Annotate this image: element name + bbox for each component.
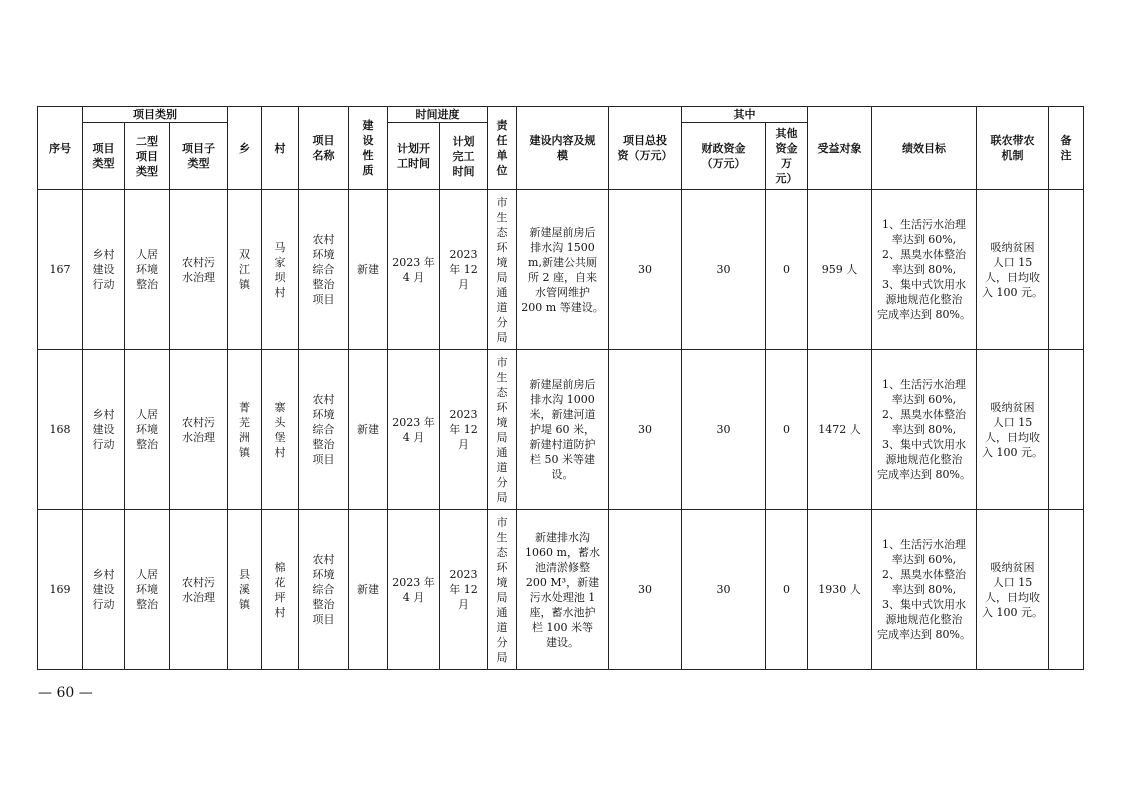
cell-mechanism: 吸纳贫困 人口 15 人，日均收 入 100 元。: [977, 350, 1049, 510]
cell-type2: 人居 环境 整治: [125, 190, 170, 350]
header-plan-end: 计划 完工 时间: [440, 123, 488, 190]
cell-invest: 30: [609, 190, 682, 350]
header-invest: 项目总投 资（万元）: [609, 107, 682, 190]
cell-nature: 新建: [349, 510, 388, 670]
cell-content: 新建屋前房后 排水沟 1500 m,新建公共厕 所 2 座，自来 水管网维护 200 m 等建设。: [517, 190, 609, 350]
cell-village: 马 家 坝 村: [262, 190, 299, 350]
header-township: 乡: [228, 107, 262, 190]
cell-seq: 168: [38, 350, 83, 510]
cell-invest: 30: [609, 510, 682, 670]
cell-start: 2023 年 4 月: [388, 510, 440, 670]
table-row: [38, 350, 1084, 510]
cell-mechanism: 吸纳贫困 人口 15 人，日均收 入 100 元。: [977, 190, 1049, 350]
table-row: [38, 510, 1084, 670]
header-goal: 绩效目标: [872, 107, 977, 190]
table-row: [38, 190, 1084, 350]
cell-end: 2023 年 12 月: [440, 350, 488, 510]
header-schedule: 时间进度: [388, 107, 488, 123]
header-among: 其中: [682, 107, 808, 123]
cell-township: 县 溪 镇: [228, 510, 262, 670]
page-number: — 60 —: [38, 685, 93, 701]
cell-fiscal: 30: [682, 510, 766, 670]
cell-beneficiary: 1930 人: [808, 510, 872, 670]
header-nature: 建 设 性 质: [349, 107, 388, 190]
cell-township: 双 江 镇: [228, 190, 262, 350]
header-content: 建设内容及规 模: [517, 107, 609, 190]
cell-note: [1049, 350, 1084, 510]
header-seq: 序号: [38, 107, 83, 190]
cell-other: 0: [766, 510, 808, 670]
cell-end: 2023 年 12 月: [440, 190, 488, 350]
cell-type: 乡村 建设 行动: [83, 190, 125, 350]
cell-type: 乡村 建设 行动: [83, 510, 125, 670]
cell-start: 2023 年 4 月: [388, 190, 440, 350]
cell-fiscal: 30: [682, 350, 766, 510]
cell-seq: 169: [38, 510, 83, 670]
cell-name: 农村 环境 综合 整治 项目: [299, 350, 349, 510]
cell-name: 农村 环境 综合 整治 项目: [299, 190, 349, 350]
header-village: 村: [262, 107, 299, 190]
header-subtype: 项目子 类型: [170, 123, 228, 190]
header-type: 项目 类型: [83, 123, 125, 190]
cell-responsible: 市 生 态 环 境 局 通 道 分 局: [488, 350, 517, 510]
cell-type2: 人居 环境 整治: [125, 350, 170, 510]
cell-end: 2023 年 12 月: [440, 510, 488, 670]
project-table: [37, 106, 1084, 670]
header-beneficiary: 受益对象: [808, 107, 872, 190]
header-note: 备 注: [1049, 107, 1084, 190]
cell-nature: 新建: [349, 190, 388, 350]
cell-village: 寨 头 堡 村: [262, 350, 299, 510]
cell-type: 乡村 建设 行动: [83, 350, 125, 510]
header-type2: 二型 项目 类型: [125, 123, 170, 190]
header-mechanism: 联农带农 机制: [977, 107, 1049, 190]
cell-type2: 人居 环境 整治: [125, 510, 170, 670]
cell-content: 新建屋前房后 排水沟 1000 米，新建河道 护堤 60 米， 新建村道防护 栏 50 米等建 设。: [517, 350, 609, 510]
cell-responsible: 市 生 态 环 境 局 通 道 分 局: [488, 510, 517, 670]
cell-beneficiary: 1472 人: [808, 350, 872, 510]
cell-name: 农村 环境 综合 整治 项目: [299, 510, 349, 670]
cell-note: [1049, 190, 1084, 350]
cell-fiscal: 30: [682, 190, 766, 350]
header-fiscal: 财政资金 （万元）: [682, 123, 766, 190]
cell-subtype: 农村污 水治理: [170, 510, 228, 670]
cell-subtype: 农村污 水治理: [170, 350, 228, 510]
header-other: 其他 资金 万 元）: [766, 123, 808, 190]
cell-subtype: 农村污 水治理: [170, 190, 228, 350]
header-name: 项目 名称: [299, 107, 349, 190]
cell-note: [1049, 510, 1084, 670]
cell-village: 棉 花 坪 村: [262, 510, 299, 670]
cell-other: 0: [766, 190, 808, 350]
header-responsible: 责 任 单 位: [488, 107, 517, 190]
cell-nature: 新建: [349, 350, 388, 510]
cell-other: 0: [766, 350, 808, 510]
cell-invest: 30: [609, 350, 682, 510]
cell-content: 新建排水沟 1060 m，蓄水 池清淤修整 200 M³，新建 污水处理池 1 座，蓄水池护 栏 100 米等 建设。: [517, 510, 609, 670]
cell-goal: 1、生活污水治理 率达到 60%, 2、黑臭水体整治 率达到 80%, 3、集中式饮用水 源地规范化整治 完成率达到 80%。: [872, 350, 977, 510]
cell-mechanism: 吸纳贫困 人口 15 人，日均收 入 100 元。: [977, 510, 1049, 670]
cell-goal: 1、生活污水治理 率达到 60%, 2、黑臭水体整治 率达到 80%, 3、集中式饮用水 源地规范化整治 完成率达到 80%。: [872, 510, 977, 670]
cell-township: 菁 芜 洲 镇: [228, 350, 262, 510]
header-plan-start: 计划开 工时间: [388, 123, 440, 190]
cell-responsible: 市 生 态 环 境 局 通 道 分 局: [488, 190, 517, 350]
header-category: 项目类别: [83, 107, 228, 123]
cell-seq: 167: [38, 190, 83, 350]
cell-beneficiary: 959 人: [808, 190, 872, 350]
cell-goal: 1、生活污水治理 率达到 60%, 2、黑臭水体整治 率达到 80%, 3、集中式饮用水 源地规范化整治 完成率达到 80%。: [872, 190, 977, 350]
cell-start: 2023 年 4 月: [388, 350, 440, 510]
